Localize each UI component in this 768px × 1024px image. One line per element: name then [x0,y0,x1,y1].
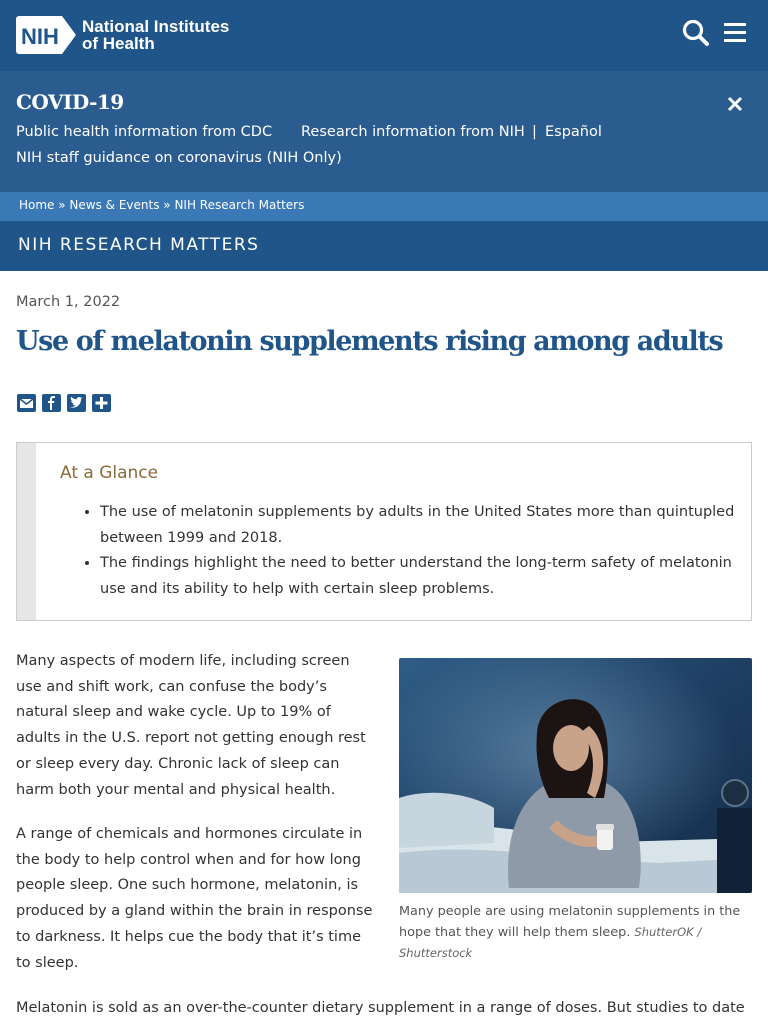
article-paragraph: Melatonin is sold as an over-the-counter dietary supplement in a range of doses. But studies to date [16,1000,745,1016]
glance-item: • The findings highlight the need to better understand the long-term safety of melatonin use and its ability to help with certain sleep problems. [100,551,740,602]
photo-credit: ShutterOK / Shutterstock [399,925,702,960]
facebook-icon[interactable] [42,394,61,412]
nih-logo-badge [16,16,78,54]
email-icon[interactable] [17,394,36,412]
logo-line-2: of Health [82,34,155,53]
caption-text: Many people are using melatonin supplements in the hope that they will help them sleep. [399,904,741,940]
link-separator: | [532,124,537,140]
breadcrumb-current[interactable]: NIH Research Matters [174,198,305,212]
nih-logo[interactable] [16,16,229,54]
twitter-icon[interactable] [67,394,86,412]
breadcrumb-sep: » [163,198,175,212]
site-header [0,0,768,71]
breadcrumb-sep: » [58,198,70,212]
section-title[interactable]: NIH RESEARCH MATTERS [18,235,260,255]
share-plus-icon[interactable] [92,394,111,412]
article-date: March 1, 2022 [16,294,121,310]
covid-banner [0,71,768,192]
glance-item: • The use of melatonin supplements by adults in the United States more than quintupled between 1999 and 2018. [100,500,740,551]
covid-title: COVID-19 [16,90,124,114]
glance-side-rail [17,443,36,620]
espanol-link[interactable]: Español [545,124,602,140]
search-icon[interactable] [681,18,711,48]
breadcrumb [0,192,768,221]
at-a-glance-box [16,442,752,621]
article-paragraph: Many aspects of modern life, including screen use and shift work, can confuse the body’s natural sleep and wake cycle. Up to 19% of adults in the U.S. report not getting enough rest or sleep every day. Chronic lack of sleep can harm both your mental and physical health. [16,653,366,798]
breadcrumb-news[interactable]: News & Events [69,198,160,212]
breadcrumb-home[interactable]: Home [19,198,55,212]
glance-list [100,500,740,602]
glance-title: At a Glance [60,463,159,483]
article-paragraph: A range of chemicals and hormones circulate in the body to help control when and for how long people sleep. One such hormone, melatonin, is produced by a gland within the brain in response to darkness. It helps cue the body that it’s time to sleep. [16,826,373,971]
staff-guidance-link[interactable]: NIH staff guidance on coronavirus (NIH Only) [16,150,342,166]
logo-line-1: National Institutes [82,17,230,36]
nih-logo-text [82,18,229,52]
nih-research-link[interactable]: Research information from NIH [301,124,525,140]
section-bar [0,221,768,271]
article-photo [399,658,752,893]
article-headline: Use of melatonin supplements rising among adults [16,326,723,357]
svg-text:NIH: NIH [21,24,59,49]
hamburger-menu-icon[interactable] [722,20,748,44]
photo-caption [399,902,752,964]
close-icon[interactable] [726,95,744,113]
cdc-info-link[interactable]: Public health information from CDC [16,124,273,140]
